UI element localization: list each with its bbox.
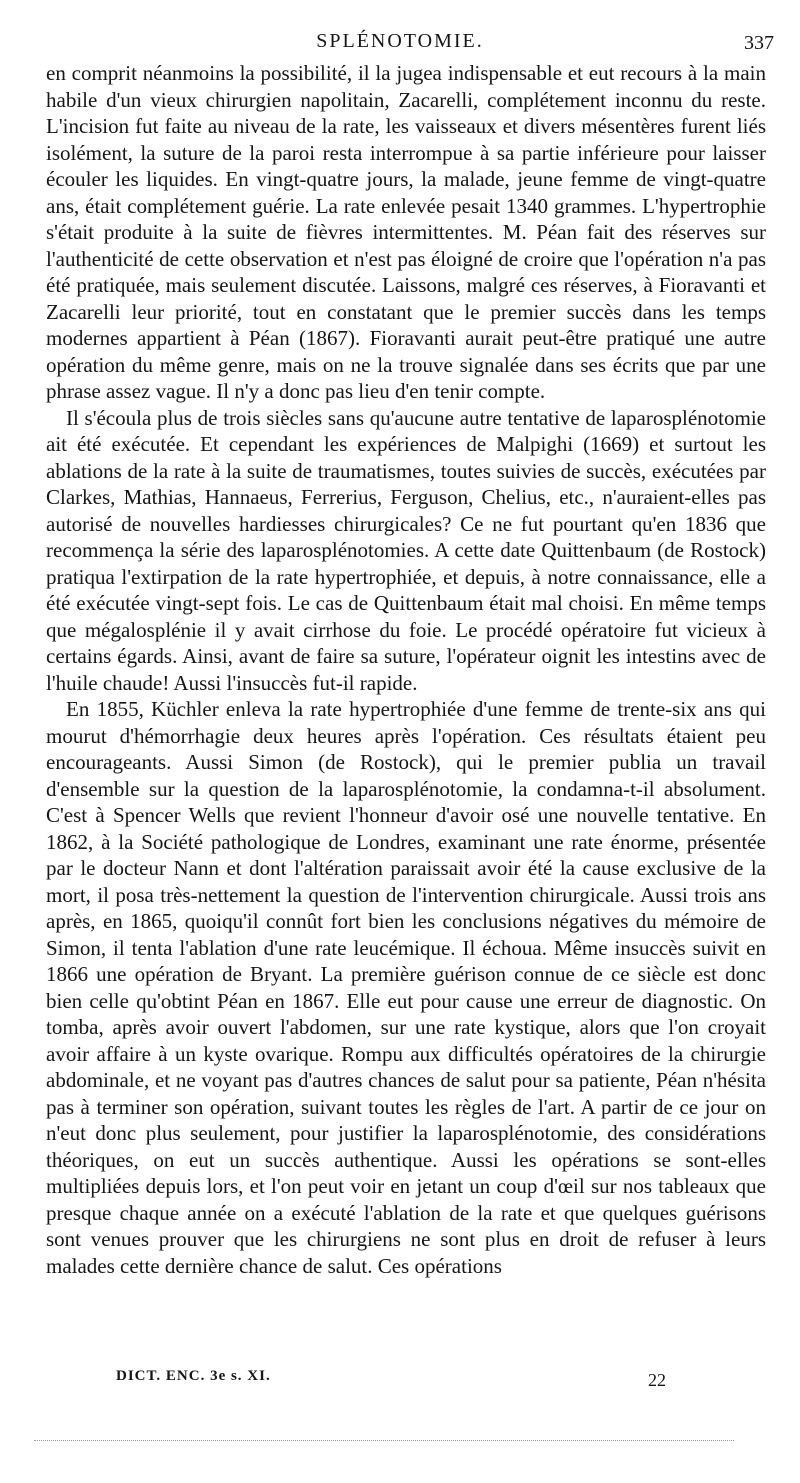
paragraph-modern-operations: En 1855, Küchler enleva la rate hypertrophiée d'une femme de trente-six ans qui mourut d'hémorrhagie deux heures après l'opération. Ces résultats étaient peu encourageants. Aussi Simon (de Rostock), qui le premier publia un travail d'ensemble sur la question de la laparosplénotomie, la condamna-t-il absolument. C'est à Spencer Wells que revient l'honneur d'avoir osé une nouvelle tentative. En 1862, à la Société pathologique de Londres, examinant une rate énorme, présentée par le docteur Nann et dont l'altération paraissait avoir été la cause exclusive de la mort, il posa très-nettement la question de l'intervention chirurgicale. Aussi trois ans après, en 1865, quoiqu'il connût fort bien les conclusions négatives du mémoire de Simon, il tenta l'ablation d'une rate leucémique. Il échoua. Même insuccès suivit en 1866 une opération de Bryant. La première guérison connue de ce siècle est donc bien celle qu'obtint Péan en 1867. Elle eut pour cause une erreur de diagnostic. On tomba, après avoir ouvert l'abdomen, sur une rate kystique, alors que l'on croyait avoir affaire à un kyste ovarique. Rompu aux difficultés opératoires de la chirurgie abdominale, et ne voyant pas d'autres chances de salut pour sa patiente, Péan n'hésita pas à terminer son opération, suivant toutes les règles de l'art. A partir de ce jour on n'eut donc plus seulement, pour justifier la laparosplénotomie, des considérations théoriques, on eut un succès authentique. Aussi les opérations se sont-elles multipliées depuis lors, et l'on peut voir en jetant un coup d'œil sur nos tableaux que presque chaque année on a exécuté l'ablation de la rate et que quelques guérisons sont venues prouver que les chirurgiens ne sont plus en droit de refuser à leurs malades cette dernière chance de salut. Ces opérations: [46, 697, 766, 1278]
scan-artifact-line: [34, 1440, 734, 1441]
paragraph-continuation: en comprit néanmoins la possibilité, il la jugea indispensable et eut recours à la main habile d'un vieux chirurgien napolitain, Zacarelli, complétement inconnu du reste. L'incision fut faite au niveau de la rate, les vaisseaux et divers mésentères furent liés isolément, la suture de la paroi resta interrompue à sa partie inférieure pour laisser écouler les liquides. En vingt-quatre jours, la malade, jeune femme de vingt-quatre ans, était complétement guérie. La rate enlevée pesait 1340 grammes. L'hypertrophie s'était produite à la suite de fièvres intermittentes. M. Péan fait des réserves sur l'authenticité de cette observation et n'est pas éloigné de croire que l'opération n'a pas été pratiquée, mais seulement discutée. Laissons, malgré ces réserves, à Fioravanti et Zacarelli leur priorité, tout en constatant que le premier succès dans les temps modernes appartient à Péan (1867). Fioravanti aurait peut-être pratiqué une autre opération du même genre, mais on ne la trouve signalée dans ses écrits que par une phrase assez vague. Il n'y a donc pas lieu d'en tenir compte.: [46, 61, 766, 403]
paragraph-history: Il s'écoula plus de trois siècles sans qu'aucune autre tentative de laparosplénotomie ait été exécutée. Et cependant les expériences de Malpighi (1669) et surtout les ablations de la rate à la suite de traumatismes, toutes suivies de succès, exécutées par Clarkes, Mathias, Hannaeus, Ferrerius, Ferguson, Chelius, etc., n'auraient-elles pas autorisé de nouvelles hardiesses chirurgicales? Ce ne fut pourtant qu'en 1836 que recommença la série des laparosplénotomies. A cette date Quittenbaum (de Rostock) pratiqua l'extirpation de la rate hypertrophiée, et depuis, à notre connaissance, elle a été exécutée vingt-sept fois. Le cas de Quittenbaum était mal choisi. En même temps que mégalosplénie il y avait cirrhose du foie. Le procédé opératoire fut vicieux à certains égards. Ainsi, avant de faire sa suture, l'opérateur oignit les intestins avec de l'huile chaude! Aussi l'insuccès fut-il rapide.: [46, 405, 766, 695]
signature-number: 22: [648, 1370, 666, 1390]
page-number: 337: [744, 32, 774, 54]
body-text: [46, 60, 766, 1279]
page-footer: [46, 1362, 766, 1402]
printer-signature: DICT. ENC. 3e s. XI.: [116, 1368, 271, 1384]
running-head: [30, 30, 774, 58]
running-title: SPLÉNOTOMIE.: [316, 30, 484, 52]
